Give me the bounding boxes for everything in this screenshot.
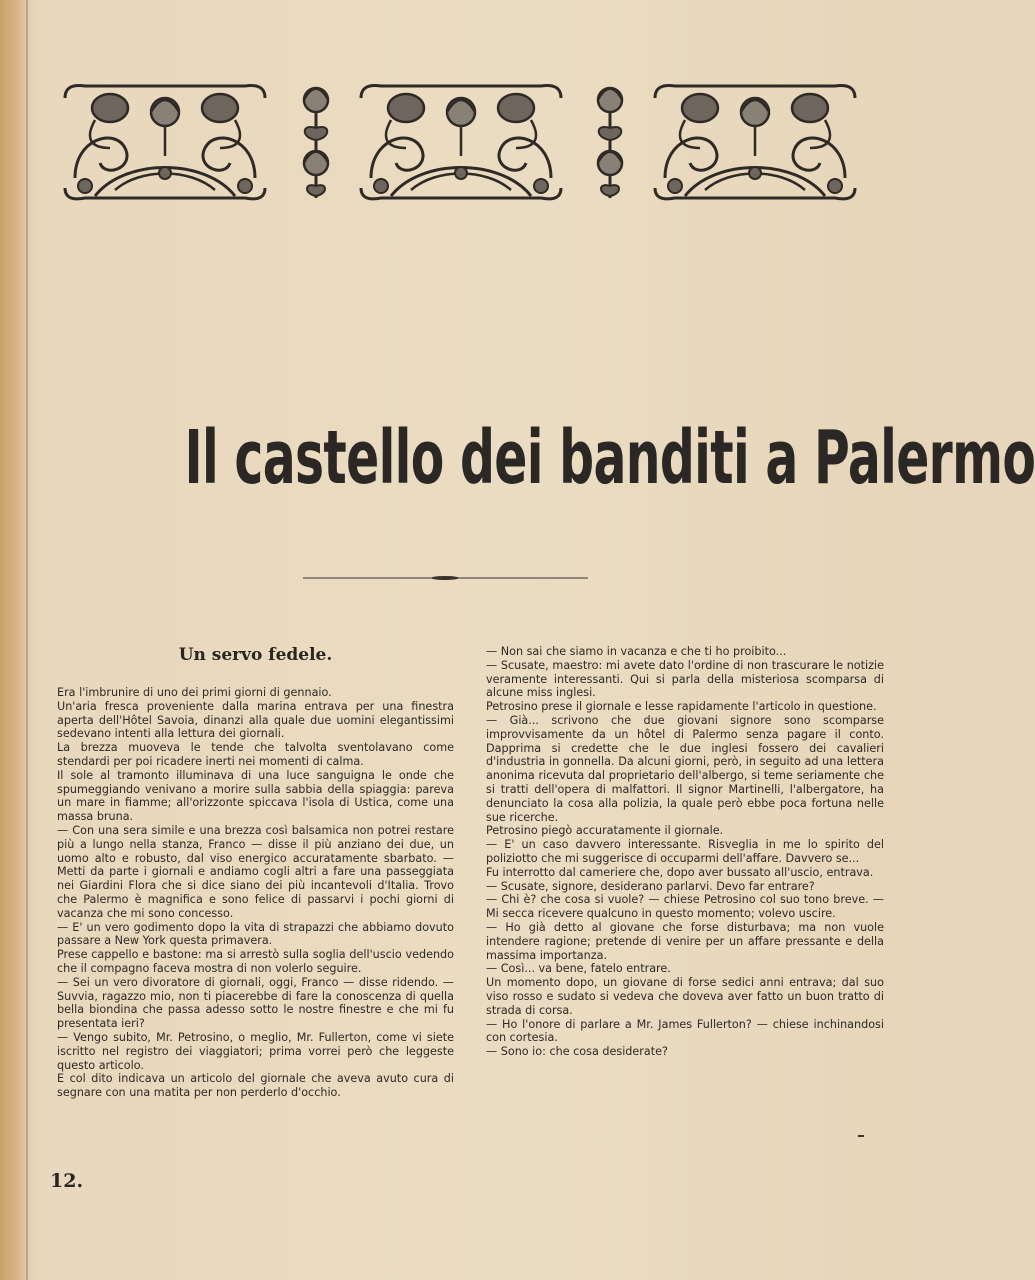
paragraph: Un momento dopo, un giovane di forse sedici anni entrava; dal suo viso rosso e sudato si vedeva che doveva aver fatto un buon tratto di strada di corsa.: [486, 976, 884, 1017]
paragraph: — Non sai che siamo in vacanza e che ti ho proibito...: [486, 645, 787, 658]
page-spine-edge: [0, 0, 28, 1280]
paragraph: — Vengo subito, Mr. Petrosino, o meglio, Mr. Fullerton, come vi siete iscritto nel registro dei viaggiatori; prima vorrei però che leggeste questo articolo.: [57, 1030, 454, 1072]
paragraph: — Sono io: che cosa desiderate?: [486, 1045, 668, 1059]
paragraph: — Sei un vero divoratore di giornali, oggi, Franco — disse ridendo. — Suvvia, ragazzo mio, non ti piacerebbe di fare la conoscenza di quella bella biondina che passa adesso sotto le nostre finestre e che mi fu presentata ieri?: [57, 975, 454, 1031]
paragraph: — Già... scrivono che due giovani signore sono scomparse improvvisamente da un hôtel di Palermo senza pagare il conto. Dapprima si credette che le due inglesi fossero dei cavalieri d'industria in gonnella. Da alcuni giorni, però, in seguito ad una lettera anonima ricevuta dal proprietario dell'albergo, si teme seriamente che si tratti dell'opera di malfattori. Il signor Martinelli, l'albergatore, ha denunciato la cosa alla polizia, la quale però ebbe poca fortuna nelle sue ricerche.: [486, 713, 884, 824]
paragraph: Prese cappello e bastone: ma si arrestò sulla soglia dell'uscio vedendo che il compagno faceva mostra di non volerlo seguire.: [57, 948, 454, 975]
paragraph: — E' un caso davvero interessante. Risveglia in me lo spirito del poliziotto che mi suggerisce di occuparmi dell'affare. Davvero se...: [486, 838, 884, 865]
decorative-ornament-band: [55, 78, 870, 206]
paragraph: Era l'imbrunire di uno dei primi giorni di gennaio.: [57, 686, 332, 699]
paragraph: — Chi è? che cosa si vuole? — chiese Petrosino col suo tono breve. — Mi secca ricevere qualcuno in questo momento; volevo uscire.: [486, 893, 884, 921]
left-text-column: [57, 686, 454, 1100]
paragraph: La brezza muoveva le tende che talvolta sventolavano come stendardi per poi ricadere inerti nei momenti di calma.: [57, 741, 454, 768]
end-mark: [858, 1135, 864, 1137]
paragraph: — Ho già detto al giovane che forse disturbava; ma non vuole intendere ragione; pretende di venire per un affare pressante e della massima importanza.: [486, 920, 884, 962]
paragraph: — Con una sera simile e una brezza così balsamica non potrei restare più a lungo nella stanza, Franco — disse il più anziano dei due, un uomo alto e robusto, dal viso energico accuratamente sbarbato. — Metti da parte i giornali e andiamo cogli altri a fare una passeggiata nei Giardini Flora che si dice siano dei più incantevoli d'Italia. Trovo che Palermo è magnifica e sono felice di passarvi i pochi giorni di vacanza che mi sono concesso.: [57, 823, 454, 920]
paragraph: — Così... va bene, fatelo entrare.: [486, 962, 671, 976]
paragraph: — E' un vero godimento dopo la vita di strapazzi che abbiamo dovuto passare a New York questa primavera.: [57, 920, 454, 948]
paragraph: Petrosino prese il giornale e lesse rapidamente l'articolo in questione.: [486, 700, 877, 714]
section-heading: Un servo fedele.: [178, 645, 333, 665]
paragraph: — Scusate, maestro: mi avete dato l'ordine di non trascurare le notizie veramente interessanti. Qui si parla della misteriosa scomparsa di alcune miss inglesi.: [486, 658, 884, 700]
title-divider: [303, 575, 588, 581]
article-title: Il castello dei banditi a Palermo: [184, 415, 1035, 501]
paragraph: Petrosino piegò accuratamente il giornale.: [486, 824, 724, 838]
paragraph: — Scusate, signore, desiderano parlarvi. Devo far entrare?: [486, 879, 815, 893]
paragraph: Il sole al tramonto illuminava di una luce sanguigna le onde che spumeggiando venivano a morire sulla sabbia della spiaggia: pareva un mare in fiamme; all'orizzonte spiccava l'isola di Ustica, come una massa bruna.: [57, 768, 454, 824]
paragraph: Fu interrotto dal cameriere che, dopo aver bussato all'uscio, entrava.: [486, 865, 874, 879]
page-number: 12.: [50, 1170, 84, 1192]
right-text-column: [486, 645, 884, 1059]
paragraph: Un'aria fresca proveniente dalla marina entrava per una finestra aperta dell'Hôtel Savoia, dinanzi alla quale due uomini elegantissimi sedevano intenti alla lettura dei giornali.: [57, 699, 454, 741]
page-fold-line: [26, 0, 28, 1280]
paragraph: E col dito indicava un articolo del giornale che aveva avuto cura di segnare con una matita per non perderlo d'occhio.: [57, 1072, 454, 1100]
paragraph: — Ho l'onore di parlare a Mr. James Fullerton? — chiese inchinandosi con cortesia.: [486, 1017, 884, 1045]
